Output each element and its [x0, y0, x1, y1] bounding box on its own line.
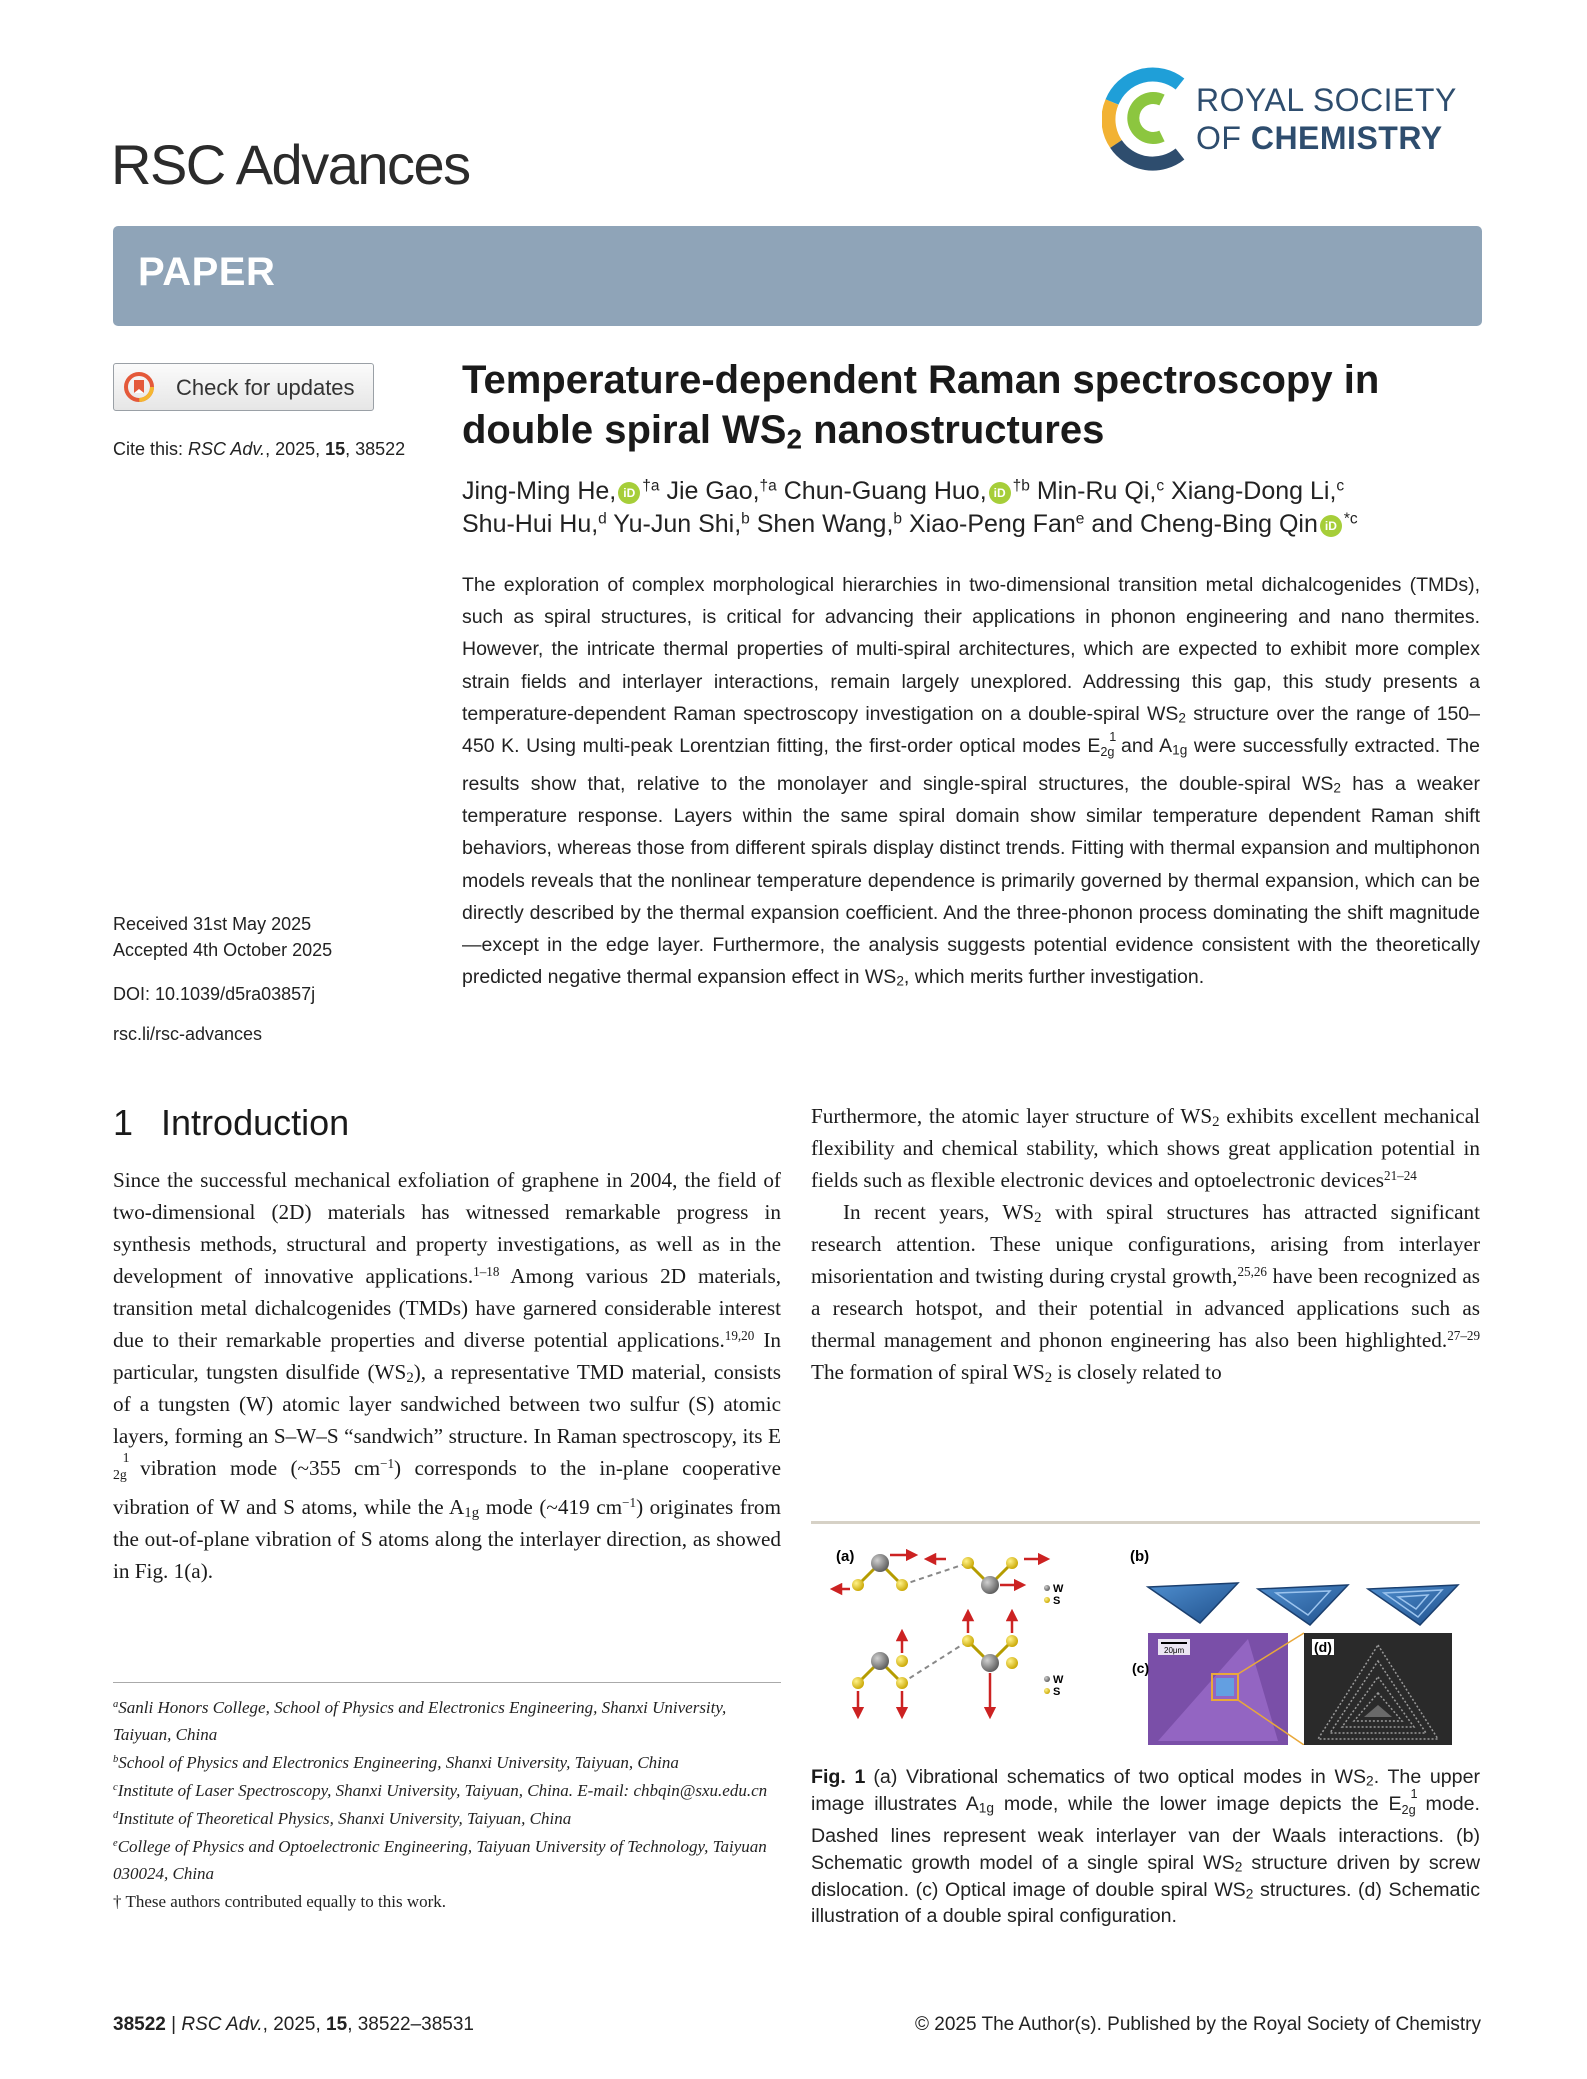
abstract: The exploration of complex morphological hierarchies in two-dimensional transition metal dichalcogenides (TMDs), such as spiral structures, is critical for advancing their applications in phonon engineering and nano thermites. However, the intricate thermal properties of multi-spiral architectures, which are expected to exhibit more complex strain fields and interlayer interactions, remain largely unexplored. Addressing this gap, this study presents a temperature-dependent Raman spectroscopy investigation on a double-spiral $WS_2$ structure over the range of 150–450 K. Using multi-peak Lorentzian fitting, the first-order optical modes E 1 2g and $A_{1g}$ were successfully extracted. The results show that, relative to the monolayer and single-spiral structures, the double-spiral $WS_2$ has a weaker temperature response. Layers within the same spiral domain show similar temperature dependent Raman shift behaviors, whereas those from different spirals display distinct trends. Fitting with thermal expansion and multiphonon models reveals that the nonlinear temperature dependence is primarily governed by thermal expansion, which can be directly described by the thermal expansion coefficient. And the three-phonon process dominating the shift magnitude—except in the edge layer. Furthermore, the analysis suggests potential evidence consistent with the theoretically predicted negative thermal expansion effect in $WS_2$, which merits further investigation. — [462, 574, 1480, 989]
legend-s-lower: S — [1053, 1686, 1061, 1698]
rsc-logo-icon — [1102, 62, 1194, 174]
affiliation-e: $^e$College of Physics and Optoelectronic Engineering, Taiyuan University of Technology, Taiyuan 030024, China — [113, 1837, 767, 1883]
footer-copyright: © 2025 The Author(s). Published by the Royal Society of Chemistry — [915, 2014, 1481, 2035]
intro-paragraph-1: Since the successful mechanical exfoliation of graphene in 2004, the field of two-dimensional (2D) materials has witnessed remarkable progress in synthesis methods, structural and property investigations, as well as in the development of innovative applications.$^{1-18}$ Among various 2D materials, transition metal dichalcogenides (TMDs) have garnered considerable interest due to their remarkable properties and diverse potential applications.$^{19,20}$ In particular, tungsten disulfide $(WS_2)$, a representative TMD material, consists of a tungsten (W) atomic layer sandwiched between two sulfur (S) atomic layers, forming an S–W–S “sandwich” structure. In Raman spectroscopy, its E 1 2g vibration mode (~355 $cm^{-1}$) corresponds to the in-plane cooperative vibration of W and S atoms, while the $A_{1g}$ mode (~419 $cm^{-1}$) originates from the out-of-plane vibration of S atoms along the interlayer direction, as showed in Fig. 1(a). — [113, 1168, 781, 1584]
panel-c-label: (c) — [1132, 1660, 1150, 1676]
journal-link[interactable]: rsc.li/rsc-advances — [113, 1024, 263, 1044]
affiliation-b: $^b$School of Physics and Electronics Engineering, Shanxi University, Taiyuan, China — [113, 1753, 679, 1772]
molecule-upper — [836, 1554, 1044, 1594]
figure-label: Fig. 1 — [811, 1766, 866, 1788]
molecule-lower — [852, 1615, 1018, 1713]
cite-this: Cite this: RSC Adv., 2025, 15, 38522 — [113, 439, 406, 459]
received-date: Received 31st May 2025 — [113, 914, 312, 934]
publisher-line1: ROYAL SOCIETY — [1196, 82, 1457, 118]
figure-divider — [811, 1521, 1480, 1524]
citation[interactable]: 27–29 — [1447, 1327, 1480, 1343]
check-updates-label: Check for updates — [176, 375, 355, 400]
citation[interactable]: 19,20 — [724, 1327, 755, 1343]
orcid-icon[interactable]: iD — [1320, 515, 1342, 537]
check-updates-icon — [124, 372, 154, 402]
affiliation-c: $^c$Institute of Laser Spectroscopy, Shanxi University, Taiyuan, China. E-mail: chbqin@sxu.edu.cn — [113, 1781, 768, 1800]
figure-caption: Fig. 1 (a) Vibrational schematics of two optical modes in $WS_2$. The upper image illustrates $A_{1g}$ mode, while the lower image depicts the E 1 2g mode. Dashed lines represent weak interlayer van der Waals interactions. (b) Schematic growth model of a single spiral $WS_2$ structure driven by screw dislocation. (c) Optical image of double spiral $WS_2$ structures. (d) Schematic illustration of a double spiral configuration. — [811, 1766, 1480, 1928]
intro-paragraph-2: Furthermore, the atomic layer structure of $WS_2$ exhibits excellent mechanical flexibility and chemical stability, which shows great application potential in fields such as flexible electronic devices and optoelectronic devices$^{21-24}$ — [811, 1104, 1480, 1192]
orcid-icon[interactable]: iD — [989, 482, 1011, 504]
citation[interactable]: 25,26 — [1237, 1263, 1267, 1279]
scale-bar: 20μm — [1164, 1646, 1185, 1655]
article-title: Temperature-dependent Raman spectroscopy in double spiral $WS_2$ nanostructures — [462, 358, 1380, 455]
figure-1 — [828, 1545, 1480, 1745]
doi[interactable]: DOI: 10.1039/d5ra03857j — [113, 984, 316, 1004]
legend-w-lower: W — [1053, 1674, 1064, 1686]
panel-a-label: (a) — [836, 1548, 855, 1565]
footnote-divider — [113, 1682, 781, 1683]
legend-w: W — [1053, 1583, 1064, 1595]
check-for-updates-button[interactable] — [113, 363, 374, 411]
article-type-banner — [113, 226, 1482, 326]
journal-name: RSC Advances — [111, 133, 470, 196]
rsc-logo — [1102, 62, 1482, 174]
panel-d-label: (d) — [1314, 1639, 1332, 1655]
publisher-line2: OF CHEMISTRY — [1196, 120, 1443, 156]
affiliation-d: $^d$Institute of Theoretical Physics, Shanxi University, Taiyuan, China — [113, 1809, 572, 1828]
equal-contribution-note: † These authors contributed equally to this work. — [113, 1892, 447, 1911]
panel-b-label: (b) — [1130, 1548, 1150, 1565]
affiliations — [113, 1694, 781, 1916]
footer-citation: 38522 | RSC Adv., 2025, 15, 38522–38531 — [113, 2014, 474, 2035]
orcid-icon[interactable]: iD — [618, 482, 640, 504]
legend-s: S — [1053, 1595, 1061, 1607]
article-type: PAPER — [138, 250, 276, 294]
section-heading: 1 Introduction — [113, 1102, 350, 1143]
spiral-growth-model — [1148, 1583, 1458, 1625]
accepted-date: Accepted 4th October 2025 — [113, 940, 333, 960]
intro-right-column — [811, 1100, 1480, 1388]
citation[interactable]: 1–18 — [473, 1263, 500, 1279]
citation[interactable]: 21–24 — [1384, 1167, 1417, 1183]
affiliation-a: $^a$Sanli Honors College, School of Physics and Electronics Engineering, Shanxi University, Taiyuan, China — [113, 1698, 727, 1744]
author-list: Jing-Ming He, iD $^{\dagger a}$ Jie Gao,$^{\dagger a}$ Chun-Guang Huo, iD $^{\dagger b}$ Min-Ru Qi,$^c$ Xiang-Dong Li,$^c$ Shu-Hui Hu,$^d$ Yu-Jun Shi,$^b$ Shen Wang,$^b$ Xiao-Peng Fan$^e$ and Cheng-Bing Qin iD $^{*c}$ — [462, 477, 1358, 538]
intro-paragraph-3: In recent years, $WS_2$ with spiral structures has attracted significant research attention. These unique configurations, arising from interlayer misorientation and twisting during crystal growth,$^{25,26}$ have been recognized as a research hotspot, and their potential in advanced applications such as thermal management and phonon engineering has also been highlighted.$^{27-29}$ The formation of spiral $WS_2$ is closely related to — [811, 1200, 1481, 1386]
